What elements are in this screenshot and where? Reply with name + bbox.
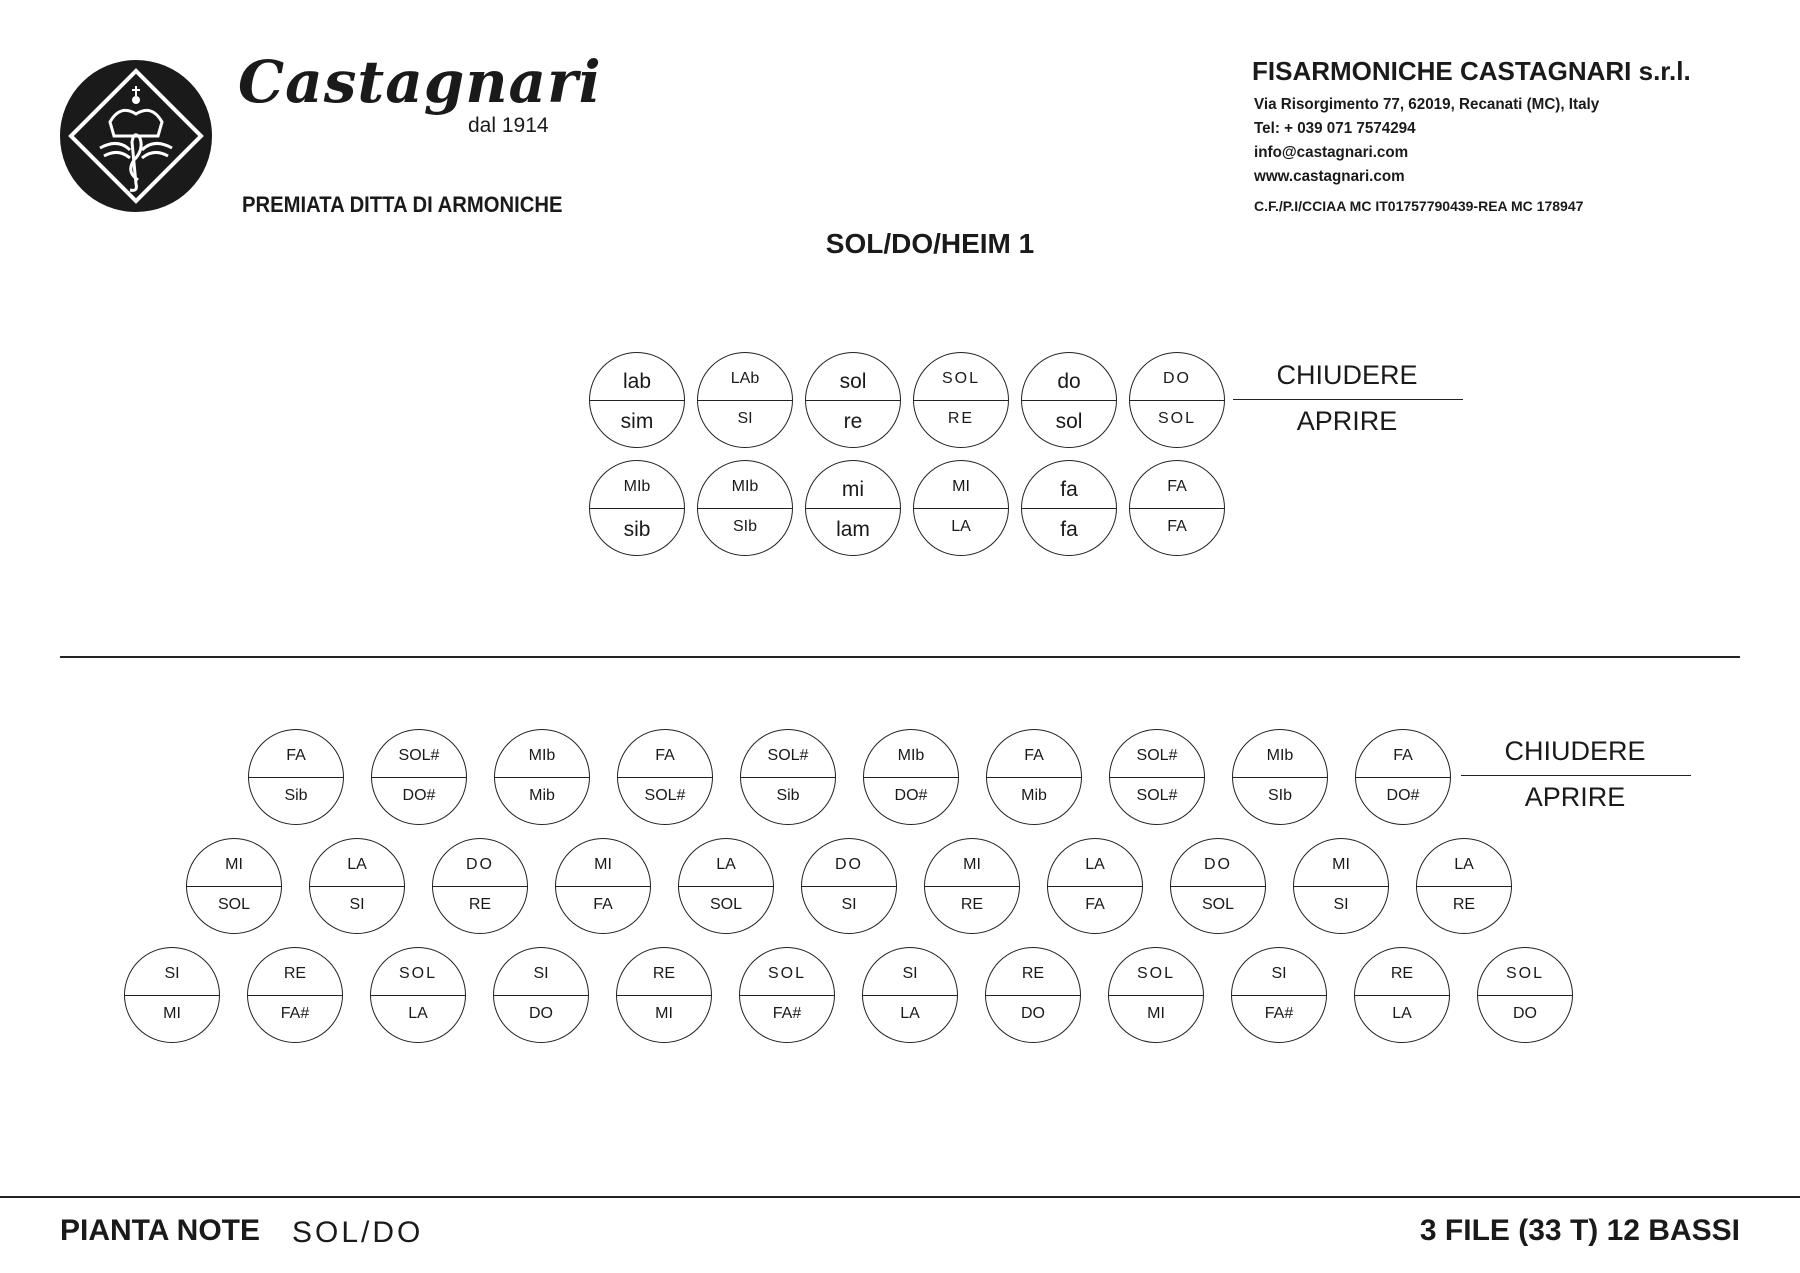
button-open-note: sib — [623, 518, 651, 541]
button-close-note: DO — [466, 856, 494, 873]
button-open-note: FA# — [1264, 1005, 1294, 1022]
bass-button[interactable] — [913, 352, 1009, 448]
button-close-note: LA — [347, 856, 367, 873]
treble-button[interactable] — [124, 947, 220, 1043]
button-open-note: FA# — [772, 1005, 802, 1022]
button-open-note: DO — [1021, 1005, 1045, 1022]
bass-button[interactable] — [1021, 352, 1117, 448]
treble-button[interactable] — [1293, 838, 1389, 934]
bass-button[interactable] — [1129, 352, 1225, 448]
treble-button[interactable] — [186, 838, 282, 934]
button-open-note: SOL — [1157, 410, 1196, 427]
button-close-note: SOL — [941, 370, 980, 387]
button-close-note: MIb — [528, 747, 556, 764]
button-close-note: SI — [164, 965, 180, 982]
footer-tuning: SOL/DO — [292, 1216, 424, 1249]
bass-button[interactable] — [1129, 460, 1225, 556]
button-open-note: DO — [1513, 1005, 1537, 1022]
button-open-note: MI — [1147, 1005, 1165, 1022]
treble-button[interactable] — [985, 947, 1081, 1043]
button-close-note: mi — [841, 478, 865, 501]
button-open-note: SOL# — [1136, 787, 1178, 804]
bass-button[interactable] — [805, 460, 901, 556]
treble-button[interactable] — [494, 729, 590, 825]
button-close-note: sol — [839, 370, 867, 393]
button-close-note: DO — [1204, 856, 1232, 873]
treble-button[interactable] — [863, 729, 959, 825]
button-close-note: MIb — [731, 478, 759, 495]
company-address: Via Risorgimento 77, 62019, Recanati (MC), Italy — [1254, 96, 1600, 113]
button-open-note: SI — [349, 896, 365, 913]
bass-button[interactable] — [805, 352, 901, 448]
brand-since: dal 1914 — [468, 114, 549, 137]
section-divider — [60, 656, 1740, 658]
treble-button[interactable] — [555, 838, 651, 934]
button-open-note: SIb — [1267, 787, 1292, 804]
button-open-note: FA# — [280, 1005, 310, 1022]
button-close-note: MIb — [897, 747, 925, 764]
button-close-note: SOL — [767, 965, 806, 982]
treble-button[interactable] — [1170, 838, 1266, 934]
treble-button[interactable] — [309, 838, 405, 934]
button-close-note: SOL# — [1136, 747, 1178, 764]
button-close-note: LA — [1085, 856, 1105, 873]
button-close-note: RE — [283, 965, 307, 982]
button-close-note: FA — [286, 747, 306, 764]
button-open-note: MI — [655, 1005, 673, 1022]
button-close-note: MIb — [623, 478, 651, 495]
bass-button[interactable] — [697, 352, 793, 448]
company-email: info@castagnari.com — [1254, 144, 1409, 161]
button-close-note: LA — [1454, 856, 1474, 873]
button-close-note: MI — [963, 856, 981, 873]
button-open-note: DO# — [402, 787, 436, 804]
brand-tagline: PREMIATA DITTA DI ARMONICHE — [242, 192, 563, 217]
button-open-note: SI — [841, 896, 857, 913]
button-open-note: FA — [1167, 518, 1187, 535]
company-web: www.castagnari.com — [1254, 168, 1405, 185]
button-close-note: MI — [225, 856, 243, 873]
company-codes: C.F./P.I/CCIAA MC IT01757790439-REA MC 178947 — [1254, 198, 1584, 214]
button-open-note: LA — [408, 1005, 428, 1022]
footer-spec: 3 FILE (33 T) 12 BASSI — [1419, 1214, 1740, 1247]
button-close-note: SOL — [398, 965, 437, 982]
button-open-note: MI — [163, 1005, 181, 1022]
bass-button[interactable] — [913, 460, 1009, 556]
footer-label: PIANTA NOTE — [60, 1214, 260, 1247]
treble-button[interactable] — [1108, 947, 1204, 1043]
button-close-note: RE — [652, 965, 676, 982]
treble-button[interactable] — [740, 729, 836, 825]
treble-button[interactable] — [493, 947, 589, 1043]
button-open-note: fa — [1060, 518, 1078, 541]
page-title: SOL/DO/HEIM 1 — [825, 228, 1035, 259]
button-open-note: Sib — [776, 787, 800, 804]
button-open-note: SI — [1333, 896, 1349, 913]
brand-script-logo: Castagnari — [238, 48, 602, 116]
bass-open-label: APRIRE — [1296, 406, 1398, 436]
bass-button[interactable] — [589, 460, 685, 556]
treble-button[interactable] — [1109, 729, 1205, 825]
button-open-note: RE — [947, 410, 975, 427]
button-open-note: RE — [1452, 896, 1476, 913]
button-close-note: FA — [1393, 747, 1413, 764]
footer-divider — [0, 1196, 1800, 1198]
treble-button[interactable] — [247, 947, 343, 1043]
button-close-note: LA — [716, 856, 736, 873]
treble-button[interactable] — [862, 947, 958, 1043]
button-close-note: do — [1057, 370, 1081, 393]
button-open-note: LA — [900, 1005, 920, 1022]
button-open-note: Sib — [284, 787, 308, 804]
treble-close-label: CHIUDERE — [1504, 736, 1646, 766]
bass-direction-divider — [1233, 399, 1463, 400]
crown-treble-clef-icon — [60, 60, 212, 212]
button-close-note: RE — [1021, 965, 1045, 982]
button-open-note: RE — [960, 896, 984, 913]
button-open-note: Mib — [529, 787, 555, 804]
button-close-note: LAb — [730, 370, 760, 387]
button-open-note: DO# — [894, 787, 928, 804]
button-open-note: re — [843, 410, 863, 433]
treble-button[interactable] — [1477, 947, 1573, 1043]
company-name: FISARMONICHE CASTAGNARI s.r.l. — [1252, 56, 1691, 86]
button-close-note: FA — [1024, 747, 1044, 764]
button-close-note: lab — [622, 370, 652, 393]
button-open-note: Mib — [1021, 787, 1047, 804]
treble-button[interactable] — [370, 947, 466, 1043]
bass-close-label: CHIUDERE — [1276, 360, 1418, 390]
company-tel: Tel: + 039 071 7574294 — [1254, 120, 1416, 137]
treble-button[interactable] — [678, 838, 774, 934]
treble-open-label: APRIRE — [1524, 782, 1626, 812]
button-close-note: FA — [1167, 478, 1187, 495]
button-open-note: SOL# — [644, 787, 686, 804]
treble-button[interactable] — [1416, 838, 1512, 934]
button-open-note: lam — [836, 518, 870, 541]
treble-direction-divider — [1461, 775, 1691, 776]
button-close-note: MI — [952, 478, 970, 495]
button-close-note: SI — [533, 965, 549, 982]
button-close-note: SOL# — [767, 747, 809, 764]
button-close-note: MI — [594, 856, 612, 873]
treble-button[interactable] — [739, 947, 835, 1043]
button-close-note: fa — [1060, 478, 1078, 501]
treble-button[interactable] — [1355, 729, 1451, 825]
button-open-note: DO — [529, 1005, 553, 1022]
button-close-note: MIb — [1266, 747, 1294, 764]
button-close-note: MI — [1332, 856, 1350, 873]
treble-button[interactable] — [801, 838, 897, 934]
treble-button[interactable] — [371, 729, 467, 825]
button-close-note: DO — [1163, 370, 1191, 387]
button-close-note: SI — [1271, 965, 1287, 982]
button-open-note: LA — [951, 518, 971, 535]
button-open-note: SOL — [1201, 896, 1234, 913]
button-open-note: sim — [620, 410, 654, 433]
button-close-note: SOL# — [398, 747, 440, 764]
button-open-note: FA — [593, 896, 613, 913]
treble-button[interactable] — [1047, 838, 1143, 934]
treble-button[interactable] — [924, 838, 1020, 934]
button-close-note: SI — [902, 965, 918, 982]
treble-button[interactable] — [986, 729, 1082, 825]
bass-button[interactable] — [1021, 460, 1117, 556]
bass-button[interactable] — [697, 460, 793, 556]
treble-button[interactable] — [248, 729, 344, 825]
button-open-note: RE — [468, 896, 492, 913]
button-open-note: SOL — [709, 896, 742, 913]
button-open-note: SIb — [732, 518, 757, 535]
button-open-note: DO# — [1386, 787, 1420, 804]
button-close-note: SOL — [1136, 965, 1175, 982]
button-open-note: SI — [737, 410, 753, 427]
button-open-note: SOL — [217, 896, 250, 913]
treble-button[interactable] — [617, 729, 713, 825]
bass-button[interactable] — [589, 352, 685, 448]
button-close-note: RE — [1390, 965, 1414, 982]
treble-button[interactable] — [1354, 947, 1450, 1043]
treble-button[interactable] — [1232, 729, 1328, 825]
button-close-note: DO — [835, 856, 863, 873]
treble-button[interactable] — [432, 838, 528, 934]
button-open-note: LA — [1392, 1005, 1412, 1022]
button-open-note: sol — [1055, 410, 1083, 433]
button-close-note: FA — [655, 747, 675, 764]
button-close-note: SOL — [1505, 965, 1544, 982]
treble-button[interactable] — [1231, 947, 1327, 1043]
button-open-note: FA — [1085, 896, 1105, 913]
treble-button[interactable] — [616, 947, 712, 1043]
